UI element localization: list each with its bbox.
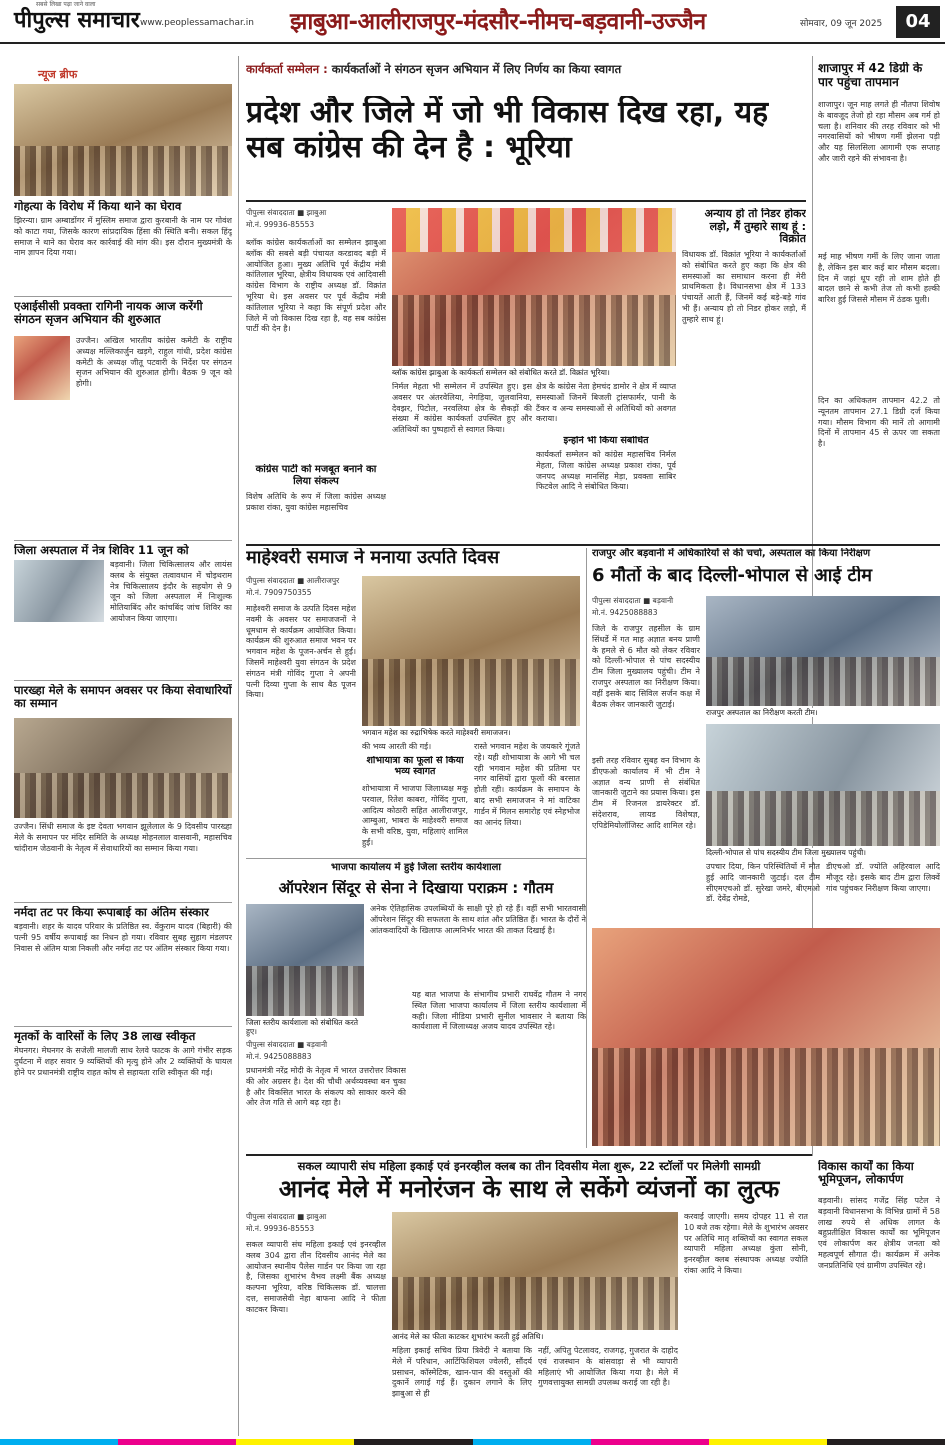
sindoor-column-3: यह बात भाजपा के संभागीय प्रभारी राघवेंद्र गौतम ने नगर स्थित जिला भाजपा कार्यालय में जिला स्तरीय कार्यशाला में कही। जिला मीडिया प्रभारी सुनील भावसार ने बताया कि कार्यशाला में जिलाध्यक्ष अजय यादव उपस्थित रहे। [412,990,586,1032]
sindoor-column-2: अनेक ऐतिहासिक उपलब्धियों के साक्षी पूरे हो रहे हैं। वहीं सभी भारतवासी ऑपरेशन सिंदूर की सफलता के साथ शांत और प्रतिष्ठित हैं। भारत के दौरों ने आंतकवादियों के खिलाफ आत्मनिर्भर भारत की ताकत दिखाई है। [370,904,586,935]
lead-phone: मो.नं. 99936-85553 [246,220,315,229]
anand-headline: आनंद मेले में मनोरंजन के साथ ले सकेंगे व्यंजनों का लुत्फ [278,1176,780,1203]
shajapur-body-3: दिन का अधिकतम तापमान 42.2 तो न्यूनतम तापमान 27.1 डिग्री दर्ज किया गया। मौसम विभाग की मानें तो आगामी दिनों में तापमान 45 से ऊपर जा सकता है। [818,396,940,449]
team-column-1: जिले के राजपुर तहसील के ग्राम सिंधर्डे में गत माह अज्ञात बनय प्राणी के हमले से 6 मौत को लेकर रविवार को दिल्ली-भोपाल से पांच सदस्यीय टीम जिला मुख्यालय पहुंची। टीम ने राजपुर अस्पताल का निरीक्षण किया। वहीं इसके बाद सिविल सर्जन कक्ष में बैठक लेकर जानकारी जुटाई। [592,624,700,709]
anand-photo [392,1212,678,1330]
lead-column-4: विधायक डॉ. विक्रांत भूरिया ने कार्यकर्ताओं को संबोधित करते हुए कहा कि क्षेत्र की समस्याओं का समाधान करना ही मेरी प्राथमिकता है। विधानसभा क्षेत्र में 133 पंचायतें आती हैं, जिनमें कई बड़े-बड़े गांव भी हैं। अन्याय हो तो निडर होकर लड़ो, मैं तुम्हारे साथ हूं। [682,250,806,324]
brief-headline-4: पारख्हा मेले के समापन अवसर पर किया सेवाधारियों का सम्मान [14,684,232,711]
lead-byline: पीपुल्स संवाददाता ■ झाबुआ [246,208,327,217]
lead-column-3b: कार्यकर्ता सम्मेलन को कांग्रेस महासचिव निर्मल मेहता, जिला कांग्रेस अध्यक्ष प्रकाश रांका, पूर्व जनपद अध्यक्ष मानसिंह मेड़ा, प्रवक्ता साबिर फिटवेल आदि ने संबोधित किया। [536,450,676,492]
maheshwari-headline: माहेश्वरी समाज ने मनाया उत्पति दिवस [246,548,500,568]
anand-column-2: महिला इकाई सचिव प्रिया त्रिवेदी ने बताया कि मेले में परिधान, आर्टिफिशियल ज्वेलरी, सौंदर्य प्रसाधन, कॉस्मेटिक, खान-पान की वस्तुओं की दुकानें लगाई गई हैं। दुकान लगाने के लिए झाबुआ से ही [392,1346,532,1399]
bhoomipujan-headline: विकास कार्यों का किया भूमिपूजन, लोकार्पण [818,1160,914,1187]
masthead [0,0,945,44]
maheshwari-column-2b: शोभायात्रा में भाजपा जिलाध्यक्ष मकू परवाल, रितेश काबरा, गोविंद गुप्ता, आदित्य कोठारी सहित आलीराजपुर, आम्बुआ, भाबरा के माहेश्वरी समाज के सभी वरिष्ठ, युवा, महिलाएं शामिल हुईं। [362,784,468,847]
shajapur-headline: शाजापुर में 42 डिग्री के पार पहुंचा तापमान [818,62,923,89]
lead-kicker-line [246,62,806,77]
team-photo-office [706,724,940,846]
maheshwari-photo-caption: भगवान महेश का रुद्राभिषेक करते माहेश्वरी समाजजन। [362,728,580,737]
lead-subhead-1: कांग्रेस पार्टी को मजबूत बनाने का लिया संकल्प [255,464,377,487]
team-column-4: डीएचओ डॉ. ज्योति अहिरवाल आदि मौजूद रहे। इसके बाद टीम द्वारा लिक्वें गांव पहुंचकर निरीक्षण किया जाएगा। [826,862,940,893]
lead-quote-head: अन्याय हो तो निडर होकर लड़ो, मैं तुम्हारे साथ हूं : विक्रांत [704,208,806,246]
sindoor-photo [246,904,364,1016]
lead-photo-caption: ब्लॉक कांग्रेस झाबुआ के कार्यकर्ता सम्मेलन को संबोधित करते डॉ. विक्रांत भूरिया। [392,368,676,377]
brief-headline-3: जिला अस्पताल में नेत्र शिविर 11 जून को [14,544,189,557]
page-number: 04 [896,6,940,38]
maheshwari-column-3: रास्ते भगवान महेश के जयकारे गूंजते रहे। यही शोभायात्रा के आगे भी चल रही भगवान महेश की प्रतिमा पर नगर वासियों द्वारा फूलों की बरसात होती रही। कार्यक्रम के समापन के बाद सभी समाजजन ने मां वाटिका गार्डन में मिलन समारोह एवं स्नेहभोज का आनंद लिया। [474,742,580,827]
brief-headline-6: मृतकों के वारिसों के लिए 38 लाख स्वीकृत [14,1030,196,1043]
brief-body-2: उज्जैन। अखिल भारतीय कांग्रेस कमेटी के राष्ट्रीय अध्यक्ष मल्लिकार्जुन खड़गे, राहुल गांधी, प्रदेश कांग्रेस कमेटी के अध्यक्ष जीतू पटवारी के निर्देश पर संगठन सृजन अभियान की शुरुआत होगी। बैठक 9 जून को होगी। [76,336,232,389]
lead-kicker-text: कार्यकर्ताओं ने संगठन सृजन अभियान में लिए निर्णय का किया स्वागत [331,62,622,76]
lead-column-1: ब्लॉक कांग्रेस कार्यकर्ताओं का सम्मेलन झाबुआ ब्लॉक की सबसे बड़ी पंचायत करडावद बड़ी में आयोजित हुआ। मुख्य अतिथि पूर्व केंद्रीय मंत्री कांतिलाल भूरिया, क्षेत्रीय विधायक एवं आदिवासी कांग्रेस विभाग के राष्ट्रीय अध्यक्ष डॉ. विक्रांत भूरिया थे। इस अवसर पर पूर्व केंद्रीय मंत्री कांतिलाल भूरिया ने कहा कि संपूर्ण प्रदेश और जिले में जो विकास दिख रहा है, वह सब कांग्रेस पार्टी की देन है। [246,238,386,334]
team-byline: पीपुल्स संवाददाता ■ बड़वानी [592,596,674,605]
anand-photo-caption: आनंद मेले का फीता काटकर शुभारंभ करती हुई अतिथि। [392,1332,678,1341]
lead-headline: प्रदेश और जिले में जो भी विकास दिख रहा, यह सब कांग्रेस की देन है : भूरिया [246,96,769,165]
brief-body-6: मेघनगर। मेघनगर के सजेली मालजी साथ रेलवे फाटक के आगे गंभीर सड़क दुर्घटना में शहर सवार 9 व्यक्तियों की मृत्यु होने और 2 व्यक्तियों के घायल होने पर प्रधानमंत्री राष्ट्रीय राहत कोष से सहायता राशि स्वीकृत की गई। [14,1046,232,1077]
anand-kicker: सकल व्यापारी संघ महिला इकाई एवं इनरव्हील क्लब का तीन दिवसीय मेला शुरू, 22 स्टॉलों पर मिलेगी सामग्री [297,1160,761,1173]
brief-photo-eye-camp [14,560,104,622]
maheshwari-column-2: की भव्य आरती की गई। [362,742,432,751]
brief-body-3: बड़वानी। जिला चिकित्सालय और लायंस क्लब के संयुक्त तत्वावधान में चोइथराम नेत्र चिकित्सालय इंदौर के सहयोग से 9 जून को जिला अस्पताल में निःशुल्क मोतियाबिंद और कांचबिंद जांच शिविर का आयोजन किया जाएगा। [110,560,232,623]
anand-column-4: करवाई जाएगी। समय दोपहर 11 से रात 10 बजे तक रहेगा। मेले के शुभारंभ अवसर पर अतिथि मातृ शक्तियों का स्वागत सकल व्यापारी महिला अध्यक्ष कुंता सोनी, इनरव्हील क्लब संस्थापक अध्यक्ष ज्योति रांका आदि ने किया। [684,1212,808,1275]
bhoomipujan-body: बड़वानी। सांसद गजेंद्र सिंह पटेल ने बड़वानी विधानसभा के विभिन्न ग्रामों में 58 लाख रुपये से अधिक लागत के बहुप्रतीक्षित विकास कार्यों का भूमिपूजन एवं लोकार्पण कर क्षेत्रीय जनता को महत्वपूर्ण सौगात दी। कार्यक्रम में अनेक जनप्रतिनिधि एवं ग्रामीण उपस्थित रहे। [818,1196,940,1270]
brief-headline-5: नर्मदा तट पर किया रूपाबाई का अंतिम संस्कार [14,906,209,919]
team-photo-caption-1: राजपुर अस्पताल का निरीक्षण करती टीम। [706,708,940,717]
brief-photo-protest [14,84,232,196]
anand-column-3: नहीं, अपितु पेटलावद, राजगढ़, गुजरात के दाहोद एवं राजस्थान के बांसवाड़ा से भी व्यापारी महिलाएं भी आयोजित किया गया है। मेले में गुणवत्तायुक्त सामग्री उपलब्ध कराई जा रही है। [538,1346,678,1388]
dateline: सोमवार, 09 जून 2025 [800,19,883,29]
sindoor-kicker: भाजपा कार्यालय में हुई जिला स्तरीय कार्यशाला [331,862,501,873]
sindoor-photo-caption: जिला स्तरीय कार्यशाला को संबोधित करते हुए। [246,1018,364,1036]
lead-column-1b: विशेष अतिथि के रूप में जिला कांग्रेस अध्यक्ष प्रकाश रांका, युवा कांग्रेस महासचिव [246,492,386,512]
news-brief-label: न्यूज ब्रीफ [38,68,78,81]
sindoor-byline: पीपुल्स संवाददाता ■ बड़वानी [246,1040,328,1049]
team-kicker: राजपुर और बड़वानी में अधिकारियों से की चर्चा, अस्पताल का किया निरीक्षण [592,548,871,559]
lead-photo-sammelan [392,208,676,366]
brief-photo-portrait [14,336,70,400]
edition-title: झाबुआ-आलीराजपुर-मंदसौर-नीमच-बड़वानी-उज्जैन [290,9,706,35]
team-photo-hospital [706,596,940,706]
sindoor-headline: ऑपरेशन सिंदूर से सेना ने दिखाया पराक्रम : गौतम [278,880,554,897]
sindoor-phone: मो.नं. 9425088883 [246,1052,312,1061]
lead-column-2: निर्मल मेहता भी सम्मेलन में उपस्थित हुए। इस अवसर पर अंतरवेलिया, नेगड़िया, जुलवानिया, देवझर, पिटोल, नरवलिया क्षेत्र के सैकड़ों की संख्या में कांग्रेस कार्यकर्ता उपस्थित हुए और अतिथियों का पुष्पहारों से स्वागत किया। [392,382,532,435]
shajapur-body-2: मई माह भीषण गर्मी के लिए जाना जाता है, लेकिन इस बार कई बार मौसम बदला। दिन में जहां धूप रही तो शाम होते ही बादल छाने से कभी तेज तो कभी हल्की बारिश हुई जिससे मौसम में ठंडक घुली। [818,252,940,305]
sindoor-column-1: प्रधानमंत्री नरेंद्र मोदी के नेतृत्व में भारत उत्तरोत्तर विकास की ओर अग्रसर है। देश की चौथी अर्थव्यवस्था बन चुका है और विकसित भारत के संकल्प को साकार करने की ओर तेज गति से आगे बढ़ रहा है। [246,1066,406,1108]
logo: पीपुल्स समाचार [14,7,140,33]
lead-kicker: कार्यकर्ता सम्मेलन : [246,62,328,76]
ribbon-cutting-photo [592,928,940,1146]
anand-column-1: सकल व्यापारी संघ महिला इकाई एवं इनरव्हील क्लब 304 द्वारा तीन दिवसीय आनंद मेले का आयोजन स्थानीय पैलेस गार्डन पर किया जा रहा है, जिसका शुभारंभ वैभव लक्ष्मी बैंक अध्यक्ष कल्पना भूरिया, वरिष्ठ चिकित्सक डॉ. चालत्ता दत्त, समाजसेवी नेहा बाफना आदि ने फीता काटकर किया। [246,1240,386,1314]
brief-body-4: उज्जैन। सिंधी समाज के इष्ट देवता भगवान झूलेलाल के 9 दिवसीय पारख्हा मेले के समापन पर मंदिर समिति के अध्यक्ष मोहनलाल वासवानी, महासचिव चांदीराम जेठवानी के नेतृत्व में सेवाधारियों का सम्मान किया गया। [14,822,232,853]
brief-photo-mela [14,718,232,818]
brief-body-5: बड़वानी। शहर के यादव परिवार के प्रतिष्ठित स्व. वेंकुराम यादव (बिहारी) की पत्नी 95 वर्षीय रूपाबाई का निधन हो गया। रविवार सुबह सुहाग मंडलपर निवास से अंतिम यात्रा निकली और नर्मदा तट पर अंतिम संस्कार किया गया। [14,922,232,953]
anand-byline: पीपुल्स संवाददाता ■ झाबुआ [246,1212,327,1221]
team-column-3: उपचार दिया, किन परिस्थितियों में मौत हुई आदि जानकारी जुटाई। दल टीम सीएमएचओ डॉ. सुरेखा जमरे, बीएमओ डॉ. देवेंद्र रोमडे, [706,862,820,904]
anand-phone: मो.नं. 99936-85553 [246,1224,315,1233]
maheshwari-byline: पीपुल्स संवाददाता ■ आलीराजपुर [246,576,340,585]
shajapur-body-1: शाजापुर। जून माह लगते ही नौतपा शिवोष के बावजूद तेजो हो रहा मौसम अब गर्म हो चला है। शनिवार की तरह रविवार को भी नगरवासियों को भीषण गर्मी झेलना पड़ी और यह सिलसिला आगामी एक सप्ताह और जारी रहने की संभावना है। [818,100,940,163]
maheshwari-photo [362,576,580,726]
team-column-2: इसी तरह रविवार सुबह वन विभाग के डीएफओ कार्यालय में भी टीम ने अज्ञात वन्य प्राणी से संबंधित जानकारी जुटाने का प्रयास किया। इस टीम में रिजनल डायरेक्टर डॉ. संदेशराव, लायड विशेषज्ञ, एपिडेमियोलॉजिस्ट आदि शामिल रहे। [592,756,700,830]
brief-headline-2: एआईसीसी प्रवक्ता रागिनी नायक आज करेंगी संगठन सृजन अभियान की शुरुआत [14,300,203,327]
site-url[interactable]: www.peoplessamachar.in [140,18,254,28]
logo-tagline: सबसे लिखा पढ़ा जाने वाला [36,1,96,8]
team-phone: मो.नं. 9425088883 [592,608,658,617]
maheshwari-phone: मो.नं. 7909750355 [246,588,312,597]
brief-headline-1: गोहत्या के विरोध में किया थाने का घेराव [14,200,182,213]
print-colorbar [0,1439,945,1445]
lead-column-3: क्षेत्र के कांग्रेस नेता हेमचंद डामोर ने क्षेत्र में व्याप्त समस्याओं जिनमें बिजली ट्रांसफार्मर, पानी के टैंकर व अन्य समस्याओं से अतिथियों को अवगत कराया। [536,382,676,424]
lead-subhead-2: इन्होंने भी किया संबोधित [563,436,649,446]
maheshwari-column-1: माहेश्वरी समाज के उत्पति दिवस महेश नवमी के अवसर पर समाजजनों ने धूमधाम से कार्यक्रम आयोजित किया। कार्यक्रम की शुरुआत समाज भवन पर भगवान महेश के पूजन-अर्चन से हुई। जिसमें माहेश्वरी युवा संगठन के प्रदेश संगठन मंत्री गोविंद गुप्ता ने अपनी पत्नी दिव्या गुप्ता के साथ बैठ पूजन किया। [246,604,356,700]
team-headline: 6 मौतों के बाद दिल्ली-भोपाल से आई टीम [592,566,873,586]
team-photo-caption-2: दिल्ली-भोपाल से पांच सदस्यीय टीम जिला मुख्यालय पहुंची। [706,848,940,857]
brief-body-1: झिरन्या। ग्राम अम्बाडोंगर में मुस्लिम समाज द्वारा कुरबानी के नाम पर गोवंश को काटा गया, जिसके कारण सांप्रदायिक हिंसा की स्थिति बनी। सकल हिंदू समाज ने थाने का घेराव कर कार्रवाई की मांग की। इस दौरान मुख्यमंत्री के नाम ज्ञापन दिया गया। [14,216,232,258]
maheshwari-subhead: शोभायात्रा का फूलों से किया भव्य स्वागत [366,756,464,777]
